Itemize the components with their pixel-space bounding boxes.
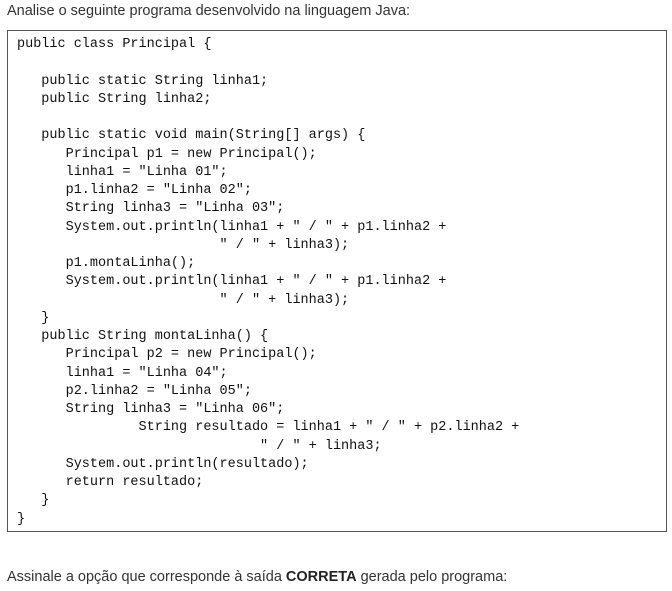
intro-text: Analise o seguinte programa desenvolvido na linguagem Java: (7, 3, 411, 19)
code-line: } (17, 511, 26, 527)
code-line: return resultado; (17, 475, 204, 490)
code-line: p2.linha2 = "Linha 05"; (17, 383, 252, 399)
code-line: String resultado = linha1 + " / " + p2.linha2 + (17, 420, 520, 436)
code-line: " / " + linha3); (17, 292, 350, 308)
code-line: public String montaLinha() { (17, 329, 269, 344)
code-line: linha1 = "Linha 01"; (17, 164, 228, 180)
question-prefix: Assinale a opção que corresponde à saída (7, 569, 286, 585)
code-block (7, 30, 667, 532)
question-suffix: gerada pelo programa: (356, 569, 508, 585)
code-line: System.out.println(linha1 + " / " + p1.linha2 + (17, 274, 447, 290)
code-line: public class Principal { (17, 37, 212, 52)
code-line: String linha3 = "Linha 03"; (17, 201, 285, 217)
code-line (17, 109, 519, 127)
code-line: public static void main(String[] args) { (17, 128, 366, 144)
code-line: System.out.println(resultado); (17, 456, 309, 472)
code-line (17, 54, 519, 72)
java-code (17, 36, 519, 529)
question-text (7, 568, 507, 586)
code-line: public static String linha1; (17, 73, 269, 89)
code-line: " / " + linha3); (17, 237, 350, 253)
code-line: p1.montaLinha(); (17, 256, 196, 271)
code-line: " / " + linha3; (17, 438, 382, 454)
code-line: String linha3 = "Linha 06"; (17, 402, 285, 417)
code-line: } (17, 493, 50, 509)
code-line: Principal p1 = new Principal(); (17, 146, 317, 162)
code-line: public String linha2; (17, 91, 212, 107)
code-line: System.out.println(linha1 + " / " + p1.linha2 + (17, 219, 447, 235)
question-emphasis: CORRETA (285, 569, 357, 585)
code-line: linha1 = "Linha 04"; (17, 365, 228, 381)
code-line: p1.linha2 = "Linha 02"; (17, 183, 252, 198)
code-line: } (17, 310, 50, 326)
code-line: Principal p2 = new Principal(); (17, 347, 317, 363)
